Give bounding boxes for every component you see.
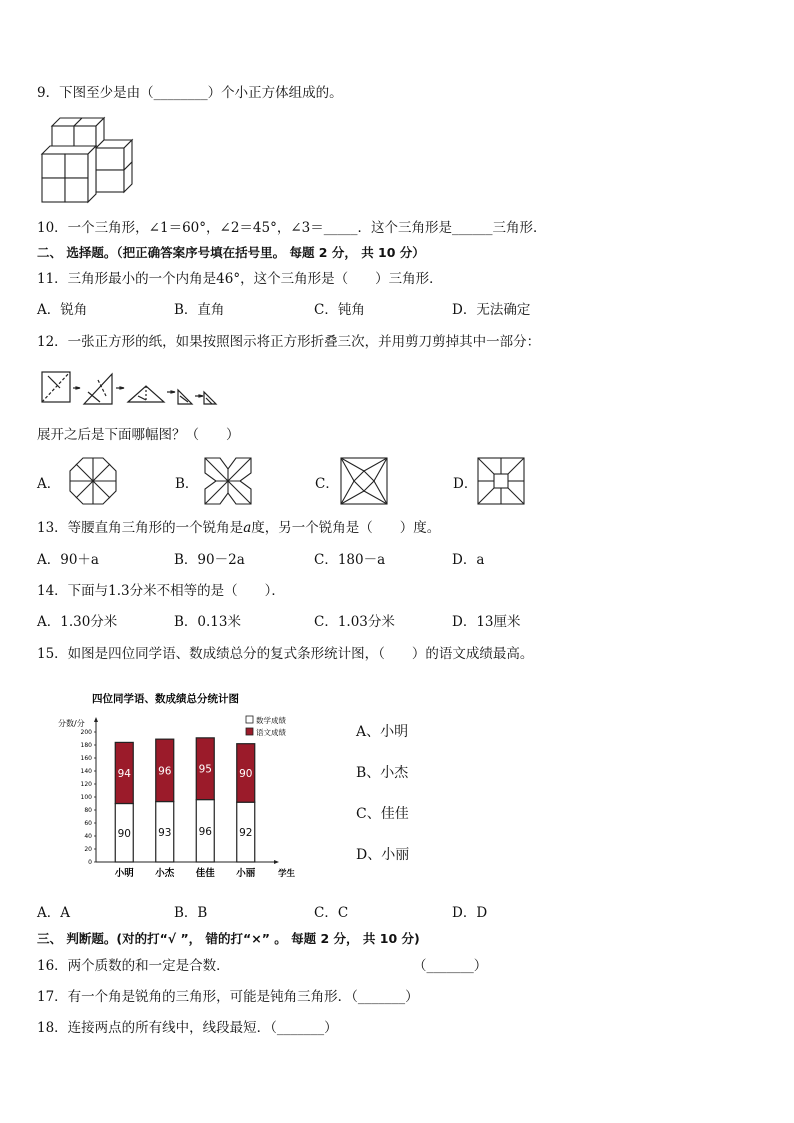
x-tick-label: 佳佳 (195, 868, 215, 879)
section-3-heading: 三、 判断题。(对的打“√ ”， 错的打“×” 。 每题 2 分， 共 10 分) (37, 931, 420, 946)
score-bar-chart (58, 686, 298, 886)
y-tick-label: 200 (80, 729, 92, 736)
question-16-answer-blank[interactable]: （_______） (413, 958, 488, 974)
y-axis-label: 分数/分 (58, 719, 85, 728)
question-10: 10．一个三角形，∠1＝60°，∠2＝45°，∠3＝_____．这个三角形是______三角形． (37, 220, 547, 236)
unfold-option-d-square-hole[interactable] (477, 457, 525, 505)
x-tick-label: 小杰 (155, 868, 175, 879)
y-tick-label: 80 (84, 807, 92, 814)
question-12-prompt: 展开之后是下面哪幅图？（ ） (37, 427, 240, 443)
cube-stack-figure (40, 116, 135, 206)
option-c-label[interactable]: C． (315, 476, 339, 492)
option-d[interactable]: D．D (452, 905, 488, 921)
question-16: 16．两个质数的和一定是合数． (37, 958, 230, 974)
bar-chinese-value: 96 (158, 765, 172, 778)
x-axis-arrow (274, 860, 279, 864)
side-option-d[interactable]: D、小丽 (356, 847, 410, 863)
option-a[interactable]: A．1.30分米 (37, 614, 118, 630)
option-a[interactable]: A．锐角 (37, 302, 88, 318)
question-11-options (37, 301, 737, 319)
bar-math-value: 93 (158, 826, 172, 839)
unfold-option-c-diamond[interactable] (340, 457, 388, 505)
option-a[interactable]: A．90＋a (37, 552, 99, 568)
x-tick-label: 小明 (114, 868, 134, 879)
unfold-option-a-octagon[interactable] (69, 457, 117, 505)
unfold-option-b-notched[interactable] (204, 457, 252, 505)
side-option-c[interactable]: C、佳佳 (356, 806, 409, 822)
y-tick-label: 120 (80, 781, 92, 788)
legend-swatch (246, 728, 253, 735)
option-d[interactable]: D．无法确定 (452, 302, 531, 318)
question-9: 9．下图至少是由（________）个小正方体组成的。 (37, 85, 343, 101)
y-tick-label: 160 (80, 755, 92, 762)
option-d[interactable]: D．a (452, 552, 485, 568)
x-tick-label: 小丽 (236, 868, 256, 879)
option-a[interactable]: A．A (37, 905, 70, 921)
option-b-label[interactable]: B． (175, 476, 199, 492)
option-d-label[interactable]: D． (453, 476, 478, 492)
side-option-a[interactable]: A、小明 (356, 724, 409, 740)
legend-swatch (246, 716, 253, 723)
bar-math-value: 92 (239, 827, 253, 840)
option-b[interactable]: B．B (174, 905, 208, 921)
question-14: 14．下面与1.3分米不相等的是（ ）． (37, 583, 285, 599)
option-b[interactable]: B．90－2a (174, 552, 245, 568)
option-c[interactable]: C．1.03分米 (314, 614, 395, 630)
question-15-options (37, 904, 737, 922)
question-12: 12．一张正方形的纸，如果按照图示将正方形折叠三次，并用剪刀剪掉其中一部分： (37, 334, 541, 350)
y-tick-label: 40 (84, 833, 92, 840)
y-tick-label: 60 (84, 820, 92, 827)
section-2-heading: 二、 选择题。（把正确答案序号填在括号里。 每题 2 分， 共 10 分） (37, 245, 425, 260)
legend-label: 数学成绩 (256, 716, 286, 725)
folding-steps-figure (40, 366, 220, 410)
variable-a: a (243, 520, 252, 536)
y-tick-label: 20 (84, 846, 92, 853)
option-d[interactable]: D．13厘米 (452, 614, 521, 630)
question-17: 17．有一个角是锐角的三角形，可能是钝角三角形．（_______） (37, 989, 419, 1005)
option-c[interactable]: C．钝角 (314, 302, 365, 318)
question-14-options (37, 613, 737, 631)
x-axis-label: 学生 (278, 869, 296, 879)
bar-chinese-value: 90 (239, 767, 253, 780)
y-tick-label: 180 (80, 742, 92, 749)
y-tick-label: 100 (80, 794, 92, 801)
option-b[interactable]: B．直角 (174, 302, 225, 318)
legend-label: 语文成绩 (256, 728, 286, 737)
option-c[interactable]: C．180－a (314, 552, 386, 568)
bar-math-value: 96 (198, 825, 212, 838)
bar-math-value: 90 (117, 827, 131, 840)
option-b[interactable]: B．0.13米 (174, 614, 241, 630)
bar-chinese-value: 94 (117, 767, 131, 780)
side-option-b[interactable]: B、小杰 (356, 765, 409, 781)
question-13: 13．等腰直角三角形的一个锐角是a度，另一个锐角是（ ）度。 (37, 520, 441, 536)
y-axis-arrow (94, 717, 98, 722)
y-tick-label: 0 (88, 859, 92, 866)
option-a-label[interactable]: A． (37, 476, 61, 492)
question-11: 11．三角形最小的一个内角是46°，这个三角形是（ ）三角形． (37, 271, 443, 287)
chart-title: 四位同学语、数成绩总分统计图 (92, 693, 239, 705)
y-tick-label: 140 (80, 768, 92, 775)
question-13-options (37, 551, 737, 569)
question-18: 18．连接两点的所有线中，线段最短．（_______） (37, 1020, 338, 1036)
question-15: 15．如图是四位同学语、数成绩总分的复式条形统计图，（ ）的语文成绩最高。 (37, 646, 534, 662)
bar-chinese-value: 95 (198, 763, 212, 776)
option-c[interactable]: C．C (314, 905, 349, 921)
